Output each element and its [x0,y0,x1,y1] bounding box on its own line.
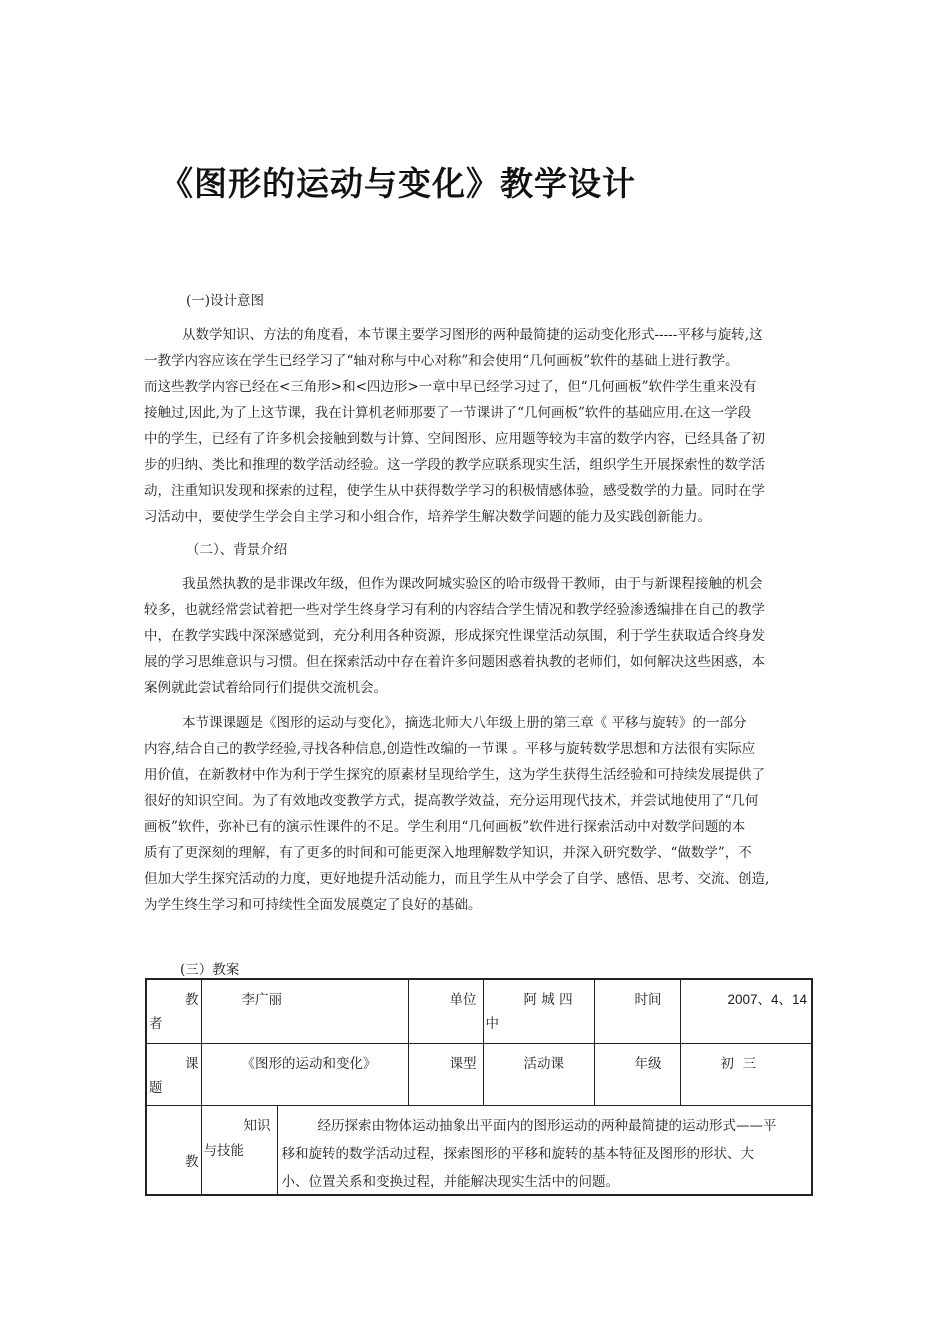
time-value: 2007、4、14 [727,992,807,1007]
unit-value-top: 阿 城 四 [523,992,573,1008]
paragraph-line: 中的学生，已经有了许多机会接触到数与计算、空间图形、应用题等较为丰富的数学内容，已经具备了初 [144,431,765,447]
paragraph-line: 但加大学生探究活动的力度，更好地提升活动能力，而且学生从中学会了自学、感悟、思考、交流、创造, [144,871,770,887]
goal-text [282,1112,807,1196]
unit-value-bottom: 中 [485,1016,499,1032]
background-paragraph-1 [144,571,814,701]
time-value-cell [680,979,812,1043]
goal-text-cell [277,1105,812,1195]
topic-value-cell [201,1043,408,1105]
lesson-plan-table [145,978,813,1196]
paragraph-line: 接触过,因此,为了上这节课，我在计算机老师那要了一节课讲了“几何画板”软件的基础应用.在这一学段 [144,405,752,421]
grade-label-cell [594,1043,680,1105]
paragraph-line: 质有了更深刻的理解，有了更多的时间和可能更深入地理解数学知识，并深入研究数学、“做数学”，不 [144,845,752,861]
teacher-label-top: 教 [185,992,199,1008]
sub-label-bottom: 与技能 [203,1142,244,1159]
section-heading-design-intent: (一)设计意图 [186,293,265,309]
type-label: 课型 [449,1055,477,1072]
grade-value-cell [680,1043,812,1105]
goal-label-cell [146,1105,201,1195]
type-label-cell [408,1043,483,1105]
time-label: 时间 [634,992,662,1008]
time-label-cell [594,979,680,1043]
paragraph-line: 动，注重知识发现和探索的过程，使学生从中获得数学学习的积极情感体验，感受数学的力量。同时在学 [144,483,765,499]
table-row [146,1043,812,1105]
unit-value-cell [483,979,594,1043]
teacher-name-cell [201,979,408,1043]
paragraph-line: 为学生终生学习和可持续性全面发展奠定了良好的基础。 [144,897,482,913]
grade-label: 年级 [634,1055,662,1072]
teacher-label-cell [146,979,201,1043]
paragraph-line: 一教学内容应该在学生已经学习了“轴对称与中心对称”和会使用“几何画板”软件的基础上进行教学。 [144,353,739,369]
paragraph-line: 案例就此尝试着给同行们提供交流机会。 [144,680,387,696]
paragraph-line: 较多，也就经常尝试着把一些对学生终身学习有利的内容结合学生情况和教学经验渗透编排在自己的教学 [144,602,765,618]
goal-label: 教 [185,1153,199,1170]
type-value: 活动课 [523,1055,564,1072]
paragraph-line: 本节课课题是《图形的运动与变化》，摘选北师大八年级上册的第三章《 平移与旋转》的一部分 [182,715,747,731]
paragraph-line: 很好的知识空间。为了有效地改变教学方式，提高教学效益，充分运用现代技术，并尝试地使用了“几何 [144,793,759,809]
document-title: 《图形的运动与变化》教学设计 [160,164,636,203]
goal-line: 小、位置关系和变换过程，并能解决现实生活中的问题。 [281,1173,619,1190]
unit-label: 单位 [449,992,477,1008]
paragraph-line: 我虽然执教的是非课改年级，但作为课改阿城实验区的哈市级骨干教师，由于与新课程接触的机会 [182,576,763,592]
background-paragraph-2 [144,710,814,918]
section-heading-background: （二）、背景介绍 [186,542,288,558]
type-value-cell [483,1043,594,1105]
paragraph-line: 从数学知识、方法的角度看，本节课主要学习图形的两种最简捷的运动变化形式-----平移与旋转,这 [182,327,763,343]
sub-label-top: 知识 [243,1117,271,1134]
section-heading-lesson-plan: (三）教案 [180,962,240,978]
topic-label-bottom: 题 [149,1079,163,1096]
paragraph-line: 内容,结合自己的教学经验,寻找各种信息,创造性改编的一节课 。平移与旋转数学思想和方法很有实际应 [144,741,756,757]
teacher-name: 李广丽 [241,992,282,1008]
paragraph-line: 中，在教学实践中深深感觉到，充分利用各种资源，形成探究性课堂活动氛围，利于学生获取适合终身发 [144,628,765,644]
table-row [146,979,812,1043]
goal-line: 经历探索由物体运动抽象出平面内的图形运动的两种最简捷的运动形式——平 [317,1117,777,1134]
topic-value: 《图形的运动和变化》 [241,1055,377,1072]
paragraph-line: 画板”软件，弥补已有的演示性课件的不足。学生利用“几何画板”软件进行探索活动中对数学问题的本 [144,819,746,835]
sub-label-cell [201,1105,277,1195]
paragraph-line: 习活动中，要使学生学会自主学习和小组合作，培养学生解决数学问题的能力及实践创新能力。 [144,509,711,525]
teacher-label-bottom: 者 [149,1016,163,1032]
topic-label-top: 课 [185,1055,199,1072]
unit-label-cell [408,979,483,1043]
grade-value: 初 三 [720,1055,757,1072]
paragraph-line: 展的学习思维意识与习惯。但在探索活动中存在着许多问题困惑着执教的老师们，如何解决这些困惑，本 [144,654,765,670]
design-intent-paragraph [144,322,814,530]
paragraph-line: 用价值，在新教材中作为利于学生探究的原素材呈现给学生，这为学生获得生活经验和可持续发展提供了 [144,767,765,783]
goal-line: 移和旋转的数学活动过程，探索图形的平移和旋转的基本特征及图形的形状、大 [281,1145,754,1162]
table-row [146,1105,812,1195]
paragraph-line: 步的归纳、类比和推理的数学活动经验。这一学段的教学应联系现实生活，组织学生开展探索性的数学活 [144,457,765,473]
paragraph-line: 而这些教学内容已经在<三角形>和<四边形>一章中早已经学习过了，但“几何画板”软件学生重来没有 [144,379,757,395]
topic-label-cell [146,1043,201,1105]
